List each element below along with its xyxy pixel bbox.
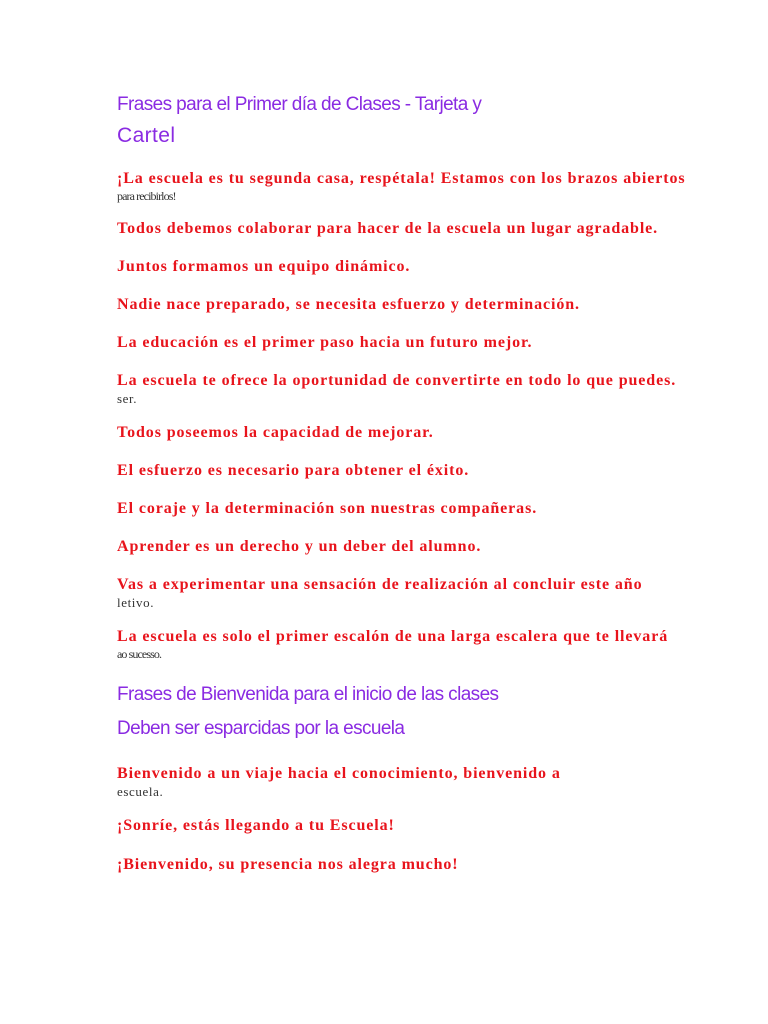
phrase-continuation: para recibirlos! bbox=[117, 189, 176, 203]
phrase-text: El esfuerzo es necesario para obtener el éxito. bbox=[117, 462, 470, 479]
phrase-text: La escuela te ofrece la oportunidad de convertirte en todo lo que puedes. bbox=[117, 372, 677, 389]
phrase-text: Bienvenido a un viaje hacia el conocimiento, bienvenido a bbox=[117, 765, 561, 782]
phrase-3 bbox=[117, 257, 768, 277]
phrase-2 bbox=[117, 219, 768, 239]
section1-title-line2: Cartel bbox=[117, 124, 176, 147]
phrase-text: Todos debemos colaborar para hacer de la escuela un lugar agradable. bbox=[117, 220, 659, 237]
phrase-1 bbox=[117, 169, 768, 204]
document-page bbox=[117, 92, 768, 875]
phrase-13 bbox=[117, 764, 768, 799]
phrase-text: ¡La escuela es tu segunda casa, respétala! Estamos con los brazos abiertos bbox=[117, 170, 686, 187]
phrase-text: ¡Sonríe, estás llegando a tu Escuela! bbox=[117, 817, 395, 834]
phrase-text: Nadie nace preparado, se necesita esfuerzo y determinación. bbox=[117, 296, 580, 313]
phrase-text: La escuela es solo el primer escalón de una larga escalera que te llevará bbox=[117, 628, 669, 645]
phrase-continuation: ao sucesso. bbox=[117, 647, 162, 661]
phrase-10 bbox=[117, 537, 768, 557]
section1-title-line1: Frases para el Primer día de Clases - Tarjeta y bbox=[117, 94, 482, 115]
phrase-14 bbox=[117, 816, 768, 836]
phrase-15 bbox=[117, 855, 768, 875]
phrase-5 bbox=[117, 333, 768, 353]
phrase-text: El coraje y la determinación son nuestras compañeras. bbox=[117, 500, 538, 517]
phrase-text: Juntos formamos un equipo dinámico. bbox=[117, 258, 411, 275]
phrase-8 bbox=[117, 461, 768, 481]
phrase-6 bbox=[117, 371, 768, 406]
phrase-text: Aprender es un derecho y un deber del alumno. bbox=[117, 538, 482, 555]
phrase-11 bbox=[117, 575, 768, 610]
phrase-7 bbox=[117, 423, 768, 443]
phrase-continuation: escuela. bbox=[117, 784, 164, 799]
phrase-text: La educación es el primer paso hacia un futuro mejor. bbox=[117, 334, 533, 351]
phrase-text: Vas a experimentar una sensación de realización al concluir este año bbox=[117, 576, 643, 593]
phrase-4 bbox=[117, 295, 768, 315]
section2-title-line2: Deben ser esparcidas por la escuela bbox=[117, 718, 405, 739]
phrase-continuation: letivo. bbox=[117, 595, 155, 610]
phrase-9 bbox=[117, 499, 768, 519]
phrase-continuation: ser. bbox=[117, 391, 138, 406]
phrase-text: Todos poseemos la capacidad de mejorar. bbox=[117, 424, 434, 441]
phrase-text: ¡Bienvenido, su presencia nos alegra mucho! bbox=[117, 856, 459, 873]
phrase-12 bbox=[117, 627, 768, 662]
section2-title-line1: Frases de Bienvenida para el inicio de las clases bbox=[117, 684, 499, 705]
